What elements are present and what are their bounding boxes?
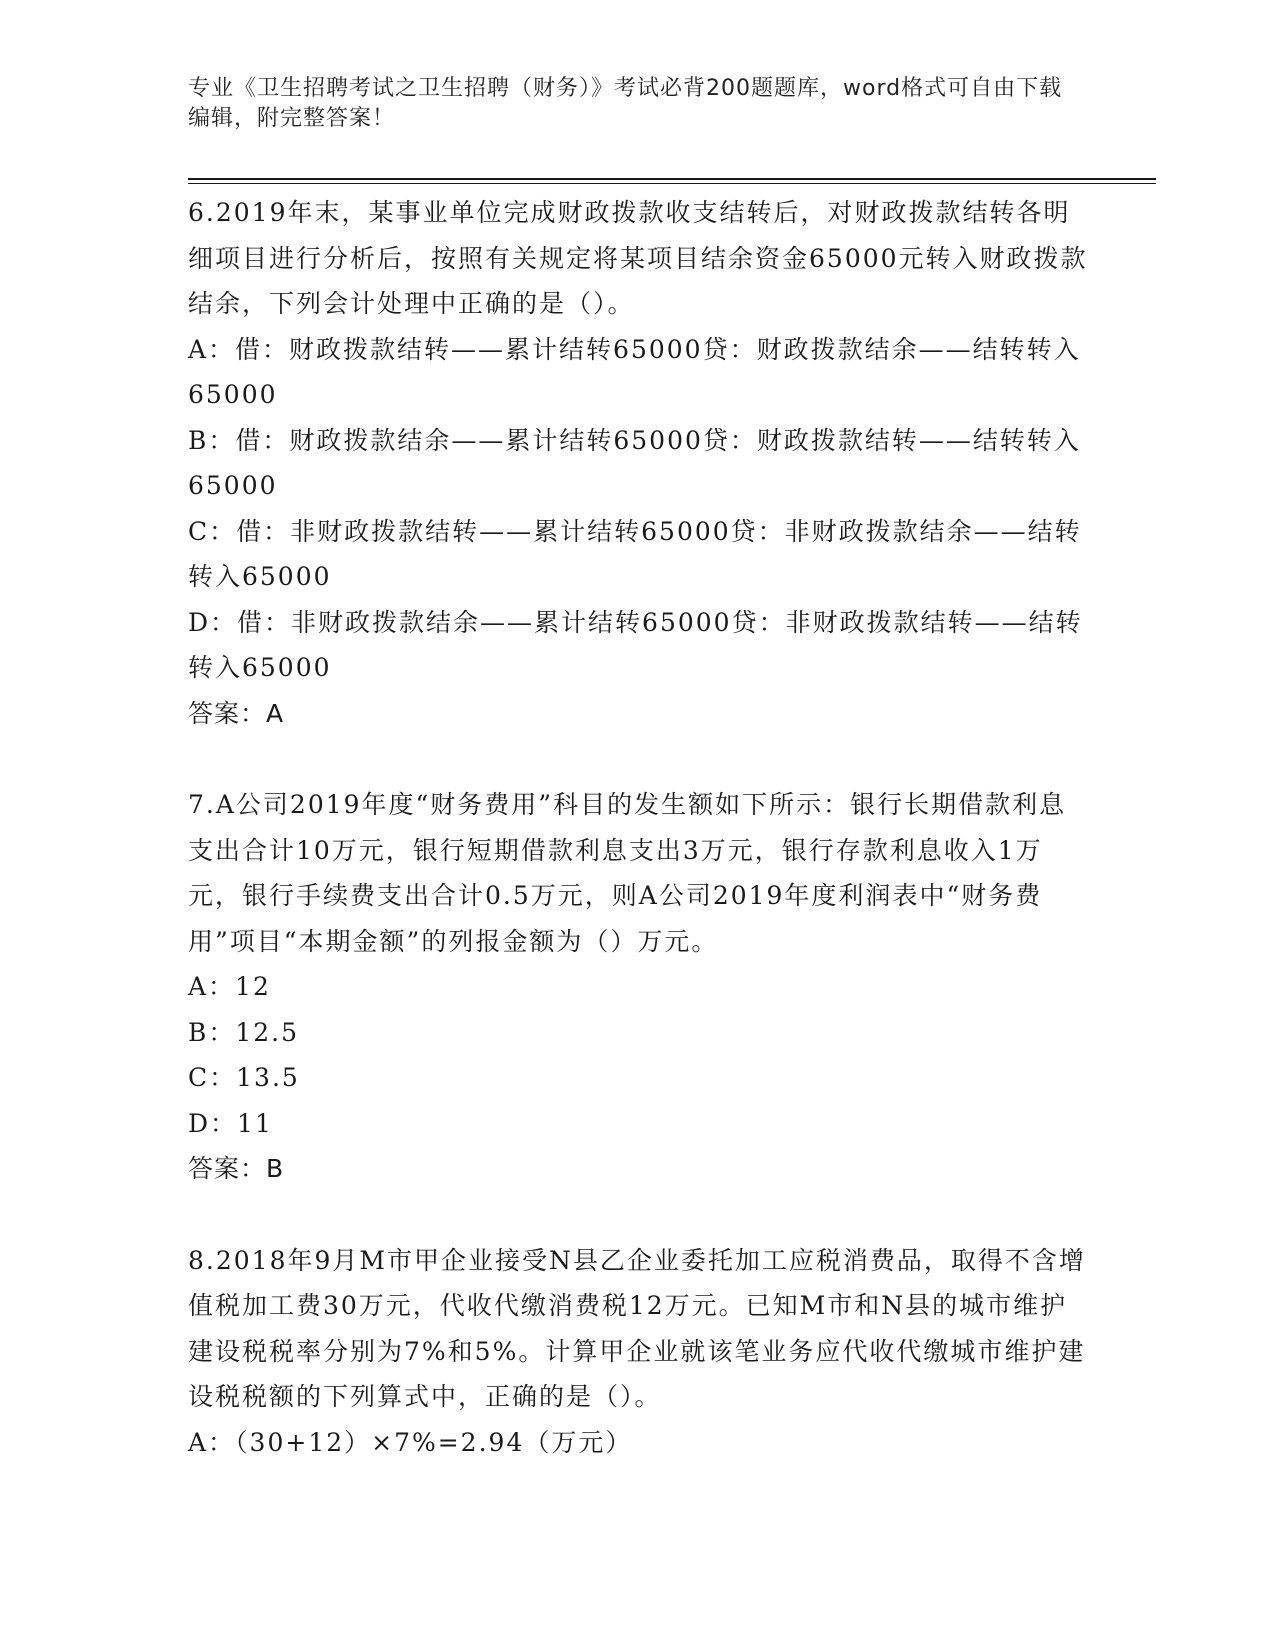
question-stem: 8.2018年9月M市甲企业接受N县乙企业委托加工应税消费品，取得不含增值税加工费30万元，代收代缴消费税12万元。已知M市和N县的城市维护建设税税率分别为7%和5%。计算甲企业就该笔业务应代收代缴城市维护建设税税额的下列算式中，正确的是（）。: [188, 1245, 1086, 1411]
question-stem: 6.2019年末，某事业单位完成财政拨款收支结转后，对财政拨款结转各明细项目进行分析后，按照有关规定将某项目结余资金65000元转入财政拨款结余，下列会计处理中正确的是（）。: [188, 198, 1088, 318]
question-7: [188, 782, 1088, 1192]
option-a: A：借：财政拨款结转——累计结转65000贷：财政拨款结余——结转转入65000: [188, 334, 1081, 409]
option-a: A：（30+12）×7%=2.94（万元）: [188, 1427, 633, 1457]
question-stem: 7.A公司2019年度“财务费用”科目的发生额如下所示：银行长期借款利息支出合计10万元，银行短期借款利息支出3万元，银行存款利息收入1万元，银行手续费支出合计0.5万元，则A公司2019年度利润表中“财务费用”项目“本期金额”的列报金额为（）万元。: [188, 790, 1067, 956]
option-a: A：12: [188, 972, 271, 1001]
option-b: B：借：财政拨款结余——累计结转65000贷：财政拨款结转——结转转入65000: [188, 425, 1081, 500]
option-b: B：12.5: [188, 1017, 300, 1047]
option-d: D：11: [188, 1108, 273, 1138]
header-rule-thin: [188, 183, 1156, 184]
answer-label: 答案：B: [188, 1154, 285, 1183]
question-8: [188, 1238, 1088, 1466]
answer-label: 答案：A: [188, 698, 285, 728]
document-header: 专业《卫生招聘考试之卫生招聘（财务）》考试必背200题题库，word格式可自由下载编辑，附完整答案！: [188, 76, 1063, 131]
header-rule-thick: [188, 178, 1156, 180]
question-list: [188, 190, 1088, 1511]
option-c: C：13.5: [188, 1063, 300, 1092]
option-d: D：借：非财政拨款结余——累计结转65000贷：非财政拨款结转——结转转入65000: [188, 607, 1083, 682]
question-6: [188, 190, 1088, 736]
option-c: C：借：非财政拨款结转——累计结转65000贷：非财政拨款结余——结转转入65000: [188, 516, 1082, 591]
